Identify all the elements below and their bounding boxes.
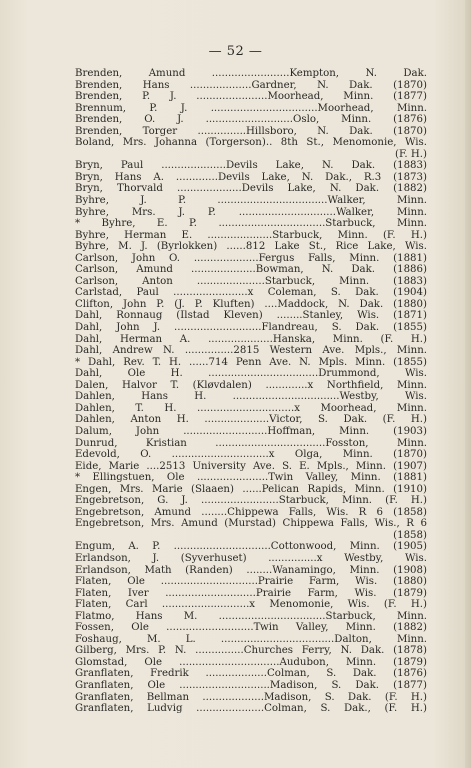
directory-entry: Flaten, Carl ...........................x Menomonie, Wis. (F. H.): [75, 599, 427, 611]
directory-entry: * Ellingstuen, Ole ......................Twin Valley, Minn. (1881): [75, 472, 427, 484]
directory-entry: Byhre, Herman E. ....................Starbuck, Minn. (F. H.): [75, 229, 427, 241]
directory-entry: Carlson, John O. ....................Fergus Falls, Minn. (1881): [75, 252, 427, 264]
directory-entry: Gilberg, Mrs. P. N. ...............Churches Ferry, N. Dak. (1878): [75, 645, 427, 657]
directory-entry: Dahlen, Anton H. ....................Victor, S. Dak. (F. H.): [75, 414, 427, 426]
directory-entry: Carlson, Anton .....................Starbuck, Minn. (1883): [75, 275, 427, 287]
directory-entry: Dahl, Herman A. ....................Hanska, Minn. (F. H.): [75, 333, 427, 345]
page-edge: [465, 0, 471, 768]
directory-entry: Erlandson, J. (Syverhuset) ...............x Westby, Wis.: [75, 552, 427, 564]
directory-entry: Brenden, Torger ...............Hillsboro, N. Dak. (1870): [75, 125, 427, 137]
directory-entry: Engebretson, Mrs. Amund (Murstad) Chippewa Falls, Wis., R 6: [75, 518, 427, 530]
directory-entry: Dalum, John ..........................Hoffman, Minn. (1903): [75, 425, 427, 437]
directory-entry: Engen, Mrs. Marie (Slaaen) ......Pelican Rapids, Minn. (1910): [75, 483, 427, 495]
directory-entry: Dahl, Ronnaug (Ilstad Kleven) ........Stanley, Wis. (1871): [75, 310, 427, 322]
directory-entry: Dahl, Andrew N. ...............2815 Western Ave. Mpls., Minn.: [75, 345, 427, 357]
directory-entry: Fossen, Ole ...........................Twin Valley, Minn. (1882): [75, 622, 427, 634]
directory-entry: Foshaug, M. L. ...................................Dalton, Minn.: [75, 633, 427, 645]
directory-entry: Granflaten, Ludvig .....................Colman, S. Dak., (F. H.): [75, 703, 427, 715]
directory-entry: Bryn, Thorvald ....................Devils Lake, N. Dak. (1882): [75, 183, 427, 195]
directory-entry: Byhre, J. P. ..................................Walker, Minn.: [75, 195, 427, 207]
directory-entry: * Dahl, Rev. T. H. ......714 Penn Ave. N. Mpls. Minn. (1855): [75, 356, 427, 368]
directory-entry: Brenden, Hans ...................Gardner, N. Dak. (1870): [75, 79, 427, 91]
directory-entry: Brennum, P. J. .................................Moorhead, Minn.: [75, 102, 427, 114]
directory-entry: Flaten, Ole ..............................Prairie Farm, Wis. (1880): [75, 576, 427, 588]
directory-entry: Glomstad, Ole ...............................Audubon, Minn. (1879): [75, 656, 427, 668]
directory-entry: Dahlen, Hans H. .................................Westby, Wis.: [75, 391, 427, 403]
directory-entry: Eide, Marie ....2513 University Ave. S. E. Mpls., Minn. (1907): [75, 460, 427, 472]
directory-entry: Granflaten, Fredrik ...................Colman, S. Dak. (1876): [75, 668, 427, 680]
directory-entry: Bryn, Hans A. .............Devils Lake, N. Dak., R.3 (1873): [75, 171, 427, 183]
directory-entry: Dahl, John J. ...........................Flandreau, S. Dak. (1855): [75, 322, 427, 334]
directory-entry: Dunrud, Kristian ..................................Fosston, Minn.: [75, 437, 427, 449]
directory-entry: Dalen, Halvor T. (Kløvdalen) .............x Northfield, Minn.: [75, 379, 427, 391]
directory-entry: Dahl, Ole H. ..................................Drummond, Wis.: [75, 368, 427, 380]
directory-entry: * Byhre, E. P. .................................Starbuck, Minn.: [75, 218, 427, 230]
entry-continuation: (F. H.): [394, 148, 427, 160]
directory-entry: Flaten, Iver ............................Prairie Farm, Wis. (1879): [75, 587, 427, 599]
directory-entry: Edevold, O. ..............................x Olga, Minn. (1870): [75, 449, 427, 461]
directory-entry: Erlandson, Math (Randen) ........Wanamingo, Minn. (1908): [75, 564, 427, 576]
directory-entry: Brenden, O. J. ...........................Oslo, Minn. (1876): [75, 114, 427, 126]
directory-entry: Carlson, Amund ....................Bowman, N. Dak. (1886): [75, 264, 427, 276]
directory-entry: Engum, A. P. ..............................Cottonwood, Minn. (1905): [75, 541, 427, 553]
directory-entry: Boland, Mrs. Johanna (Torgerson).. 8th St., Menomonie, Wis.: [75, 137, 427, 149]
directory-entry: Dahlen, T. H. ..............................x Moorhead, Minn.: [75, 402, 427, 414]
page-number: — 52 —: [208, 44, 263, 59]
directory-entry: Granflaten, Ole ............................Madison, S. Dak. (1877): [75, 679, 427, 691]
directory-entry: Clifton, John P. (J. P. Kluften) ....Maddock, N. Dak. (1880): [75, 298, 427, 310]
directory-entry: Brenden, P. J. ......................Moorhead, Minn. (1877): [75, 91, 427, 103]
directory-entry: Carlstad, Paul .......................x Coleman, S. Dak. (1904): [75, 287, 427, 299]
directory-entry: Engebretson, G. J. ........................Starbuck, Minn. (F. H.): [75, 495, 427, 507]
directory-entry: Brenden, Amund ........................Kempton, N. Dak.: [75, 68, 427, 79]
directory-entry: Flatmo, Hans M. .................................Starbuck, Minn.: [75, 610, 427, 622]
directory-entry: Byhre, M. J. (Byrlokken) ......812 Lake St., Rice Lake, Wis.: [75, 241, 427, 253]
directory-entry: Granflaten, Bellman ...................Madison, S. Dak. (F. H.): [75, 691, 427, 703]
directory-list: [75, 68, 427, 715]
entry-continuation: (1858): [393, 529, 427, 541]
directory-entry: Byhre, Mrs. J. P. ..............................Walker, Minn.: [75, 206, 427, 218]
directory-entry: Bryn, Paul ....................Devils Lake, N. Dak. (1883): [75, 160, 427, 172]
directory-entry: Engebretson, Amund ........Chippewa Falls, Wis. R 6 (1858): [75, 506, 427, 518]
